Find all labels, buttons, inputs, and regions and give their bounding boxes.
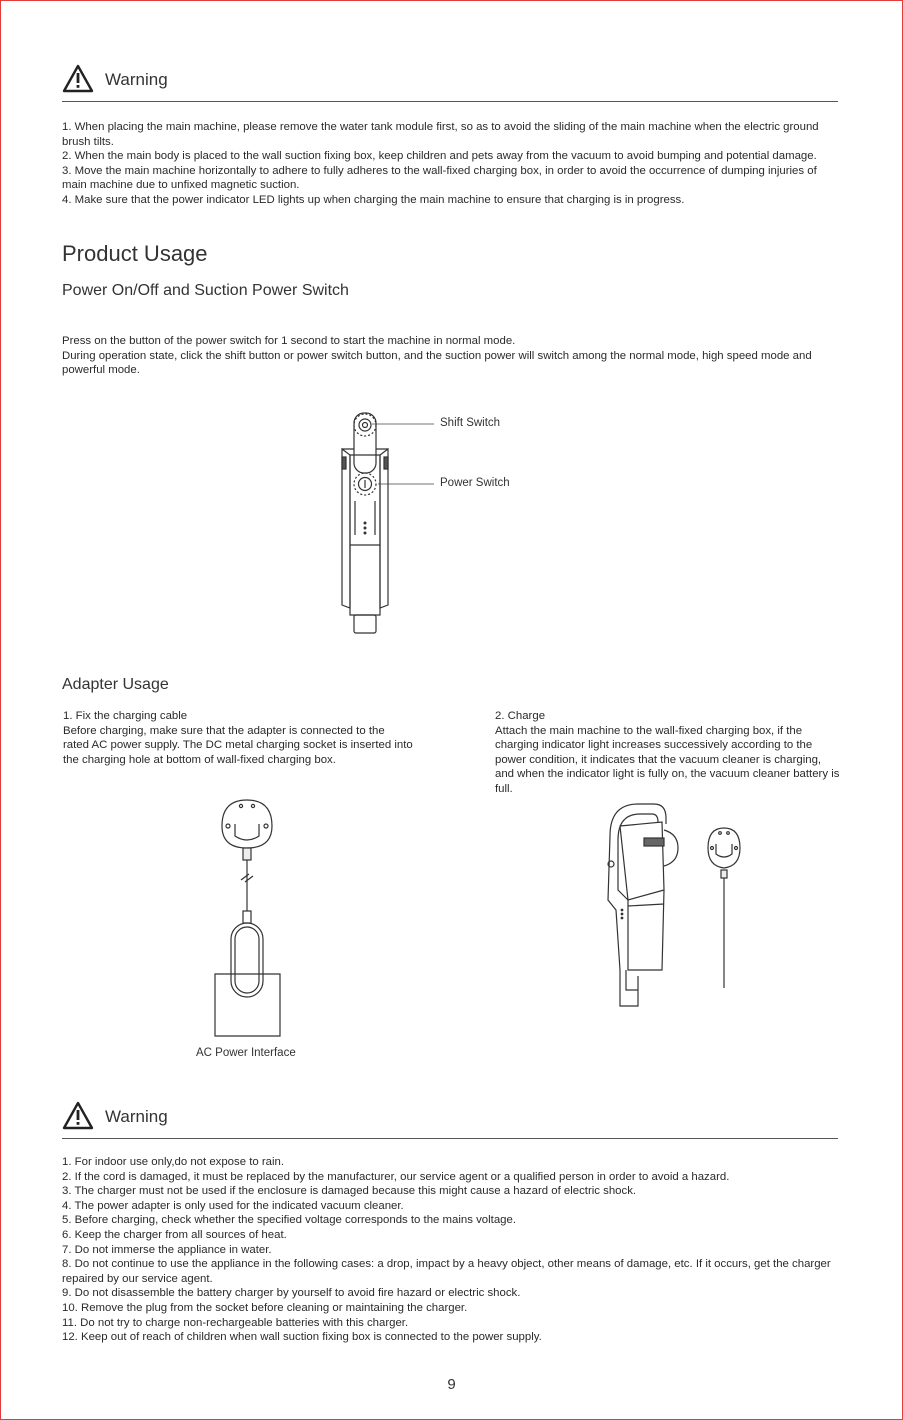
usage-paragraph: During operation state, click the shift button or power switch button, and the suction power will switch among the normal mode, high speed mode and powerful mode. [62, 349, 812, 377]
section-title: Product Usage [62, 241, 208, 266]
warning-item: 3. The charger must not be used if the enclosure is damaged because this might cause a hazard of electric shock. [62, 1185, 637, 1198]
adapter-step-1 [63, 709, 413, 767]
warning-item: 8. Do not continue to use the appliance in the following cases: a drop, impact by a heavy object, other means of damage, etc. If it occurs, get the charger repaired by our service agent. [62, 1258, 831, 1285]
adapter-cable-illustration [205, 796, 295, 1042]
adapter-section-title: Adapter Usage [62, 676, 169, 693]
warning-item: 4. The power adapter is only used for the indicated vacuum cleaner. [62, 1199, 404, 1212]
warning-title-2: Warning [105, 1107, 168, 1126]
page-number: 9 [447, 1376, 456, 1393]
warning-icon [62, 1101, 94, 1131]
warning-item: 11. Do not try to charge non-rechargeable batteries with this charger. [62, 1316, 409, 1329]
warning-icon [62, 64, 94, 94]
warning-item: 2. When the main body is placed to the wall suction fixing box, keep children and pets away from the vacuum to avoid bumping and potential damage. [62, 150, 817, 163]
warning-item: 1. When placing the main machine, please remove the water tank module first, so as to avoid the sliding of the main machine when the electric ground brush tilts. [62, 121, 819, 148]
step-body: Before charging, make sure that the adapter is connected to the rated AC power supply. The DC metal charging socket is inserted into the charging hole at bottom of wall-fixed charging box. [63, 724, 413, 766]
section-subtitle: Power On/Off and Suction Power Switch [62, 282, 349, 299]
usage-text [62, 334, 840, 378]
warning-header [62, 61, 838, 102]
warning-item: 12. Keep out of reach of children when wall suction fixing box is connected to the power supply. [62, 1331, 542, 1344]
warning-item: 7. Do not immerse the appliance in water. [62, 1243, 272, 1256]
warning-title: Warning [105, 70, 168, 89]
power-switch-label: Power Switch [440, 477, 510, 489]
warning-item: 1. For indoor use only,do not expose to rain. [62, 1156, 285, 1168]
warning-header-2 [62, 1098, 838, 1139]
warning-list-2 [62, 1155, 840, 1345]
ac-power-interface-caption: AC Power Interface [196, 1047, 296, 1059]
vacuum-charging-illustration [598, 800, 746, 1014]
warning-item: 5. Before charging, check whether the specified voltage corresponds to the mains voltage. [62, 1214, 516, 1227]
adapter-step-2 [495, 709, 840, 797]
shift-switch-label: Shift Switch [440, 417, 501, 429]
step-heading: 2. Charge [495, 710, 546, 722]
warning-item: 10. Remove the plug from the socket before cleaning or maintaining the charger. [62, 1301, 468, 1314]
warning-item: 2. If the cord is damaged, it must be replaced by the manufacturer, our service agent or a qualified person in order to avoid a hazard. [62, 1170, 730, 1183]
warning-item: 4. Make sure that the power indicator LED lights up when charging the main machine to ensure that charging is in progress. [62, 193, 685, 206]
step-body: Attach the main machine to the wall-fixed charging box, if the charging indicator light increases successively according to the power condition, it indicates that the vacuum cleaner is charging, and when the indicator light is fully on, the vacuum cleaner battery is full. [495, 724, 840, 795]
usage-paragraph: Press on the button of the power switch for 1 second to start the machine in normal mode. [62, 335, 516, 347]
warning-item: 6. Keep the charger from all sources of heat. [62, 1228, 287, 1241]
callout-lines [370, 415, 438, 495]
warning-list [62, 120, 840, 208]
step-heading: 1. Fix the charging cable [63, 710, 188, 722]
warning-item: 9. Do not disassemble the battery charger by yourself to avoid fire hazard or electric shock. [62, 1287, 521, 1300]
warning-item: 3. Move the main machine horizontally to adhere to fully adheres to the wall-fixed charging box, in order to avoid the occurrence of dumping injuries of main machine due to unfixed magnetic suction. [62, 164, 817, 192]
